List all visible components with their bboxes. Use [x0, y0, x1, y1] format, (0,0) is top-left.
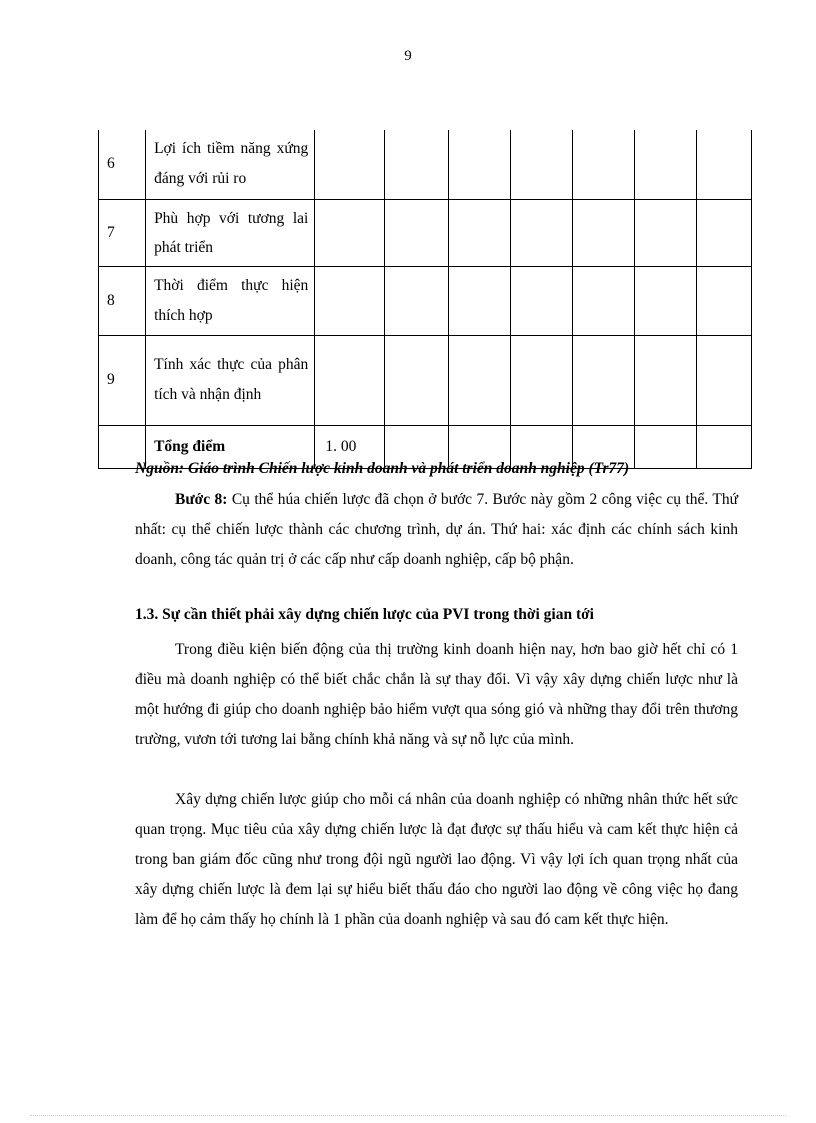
score-cell	[696, 335, 751, 425]
score-cell	[510, 199, 572, 266]
total-label: Tổng điểm	[146, 425, 315, 468]
table-row	[99, 130, 752, 199]
score-cell	[696, 425, 751, 468]
score-cell	[696, 199, 751, 266]
score-cell	[696, 266, 751, 335]
row-number: 7	[99, 199, 146, 266]
step8-text: Cụ thể húa chiến lược đã chọn ở bước 7. Bước này gồm 2 công việc cụ thể. Thứ nhất: cụ thể chiến lược thành các chương trình, dự án. Thứ hai: xác định các chính sách kinh doanh, công tác quản trị ở các cấp như cấp doanh nghiệp, cấp bộ phận.	[135, 491, 739, 568]
score-cell	[634, 425, 696, 468]
score-cell	[315, 266, 385, 335]
score-cell	[510, 130, 572, 199]
score-cell	[448, 266, 510, 335]
table-row	[99, 199, 752, 266]
row-number: 8	[99, 266, 146, 335]
row-number: 6	[99, 130, 146, 199]
row-criterion: Tính xác thực của phân tích và nhận định	[146, 335, 315, 425]
row-number: 9	[99, 335, 146, 425]
evaluation-table	[98, 130, 752, 469]
table-row	[99, 266, 752, 335]
table-row	[99, 335, 752, 425]
score-cell	[448, 199, 510, 266]
row-criterion: Thời điểm thực hiện thích hợp	[146, 266, 315, 335]
score-cell	[510, 266, 572, 335]
step8-paragraph	[135, 485, 738, 575]
page-number: 9	[404, 48, 412, 64]
section-heading: 1.3. Sự cần thiết phải xây dựng chiến lược của PVI trong thời gian tới	[135, 606, 594, 623]
score-cell	[634, 199, 696, 266]
score-cell	[572, 130, 634, 199]
score-cell	[696, 130, 751, 199]
score-cell	[448, 335, 510, 425]
score-cell	[385, 199, 448, 266]
page-bottom-rule	[30, 1115, 786, 1116]
paragraph-2: Xây dựng chiến lược giúp cho mỗi cá nhân của doanh nghiệp có những nhân thức hết sức quan trọng. Mục tiêu của xây dựng chiến lược là đạt được sự thấu hiểu và cam kết thực hiện cả trong ban giám đốc cũng như trong đội ngũ người lao động. Vì vậy lợi ích quan trọng nhất của xây dựng chiến lược là đem lại sự hiểu biết thấu đáo cho người lao động về công việc họ đang làm để họ cảm thấy họ chính là 1 phần của doanh nghiệp và sau đó cam kết thực hiện.	[135, 791, 738, 928]
score-cell	[510, 335, 572, 425]
score-cell	[572, 266, 634, 335]
score-cell	[634, 266, 696, 335]
score-cell	[572, 199, 634, 266]
score-cell	[385, 335, 448, 425]
score-cell	[634, 335, 696, 425]
score-cell	[385, 130, 448, 199]
total-value: 1. 00	[315, 425, 385, 468]
row-criterion: Phù hợp với tương lai phát triển	[146, 199, 315, 266]
score-cell	[448, 130, 510, 199]
score-cell	[315, 335, 385, 425]
score-cell	[634, 130, 696, 199]
score-cell	[385, 266, 448, 335]
paragraph-1: Trong điều kiện biến động của thị trường kinh doanh hiện nay, hơn bao giờ hết chỉ có 1 điều mà doanh nghiệp có thể biết chắc chắn là sự thay đổi. Vì vậy xây dựng chiến lược như là một hướng đi giúp cho doanh nghiệp bảo hiểm vượt qua sóng gió và những thay đổi trên thương trường, vươn tới tương lai bằng chính khả năng và sự nỗ lực của mình.	[135, 641, 738, 748]
row-criterion: Lợi ích tiềm năng xứng đáng với rủi ro	[146, 130, 315, 199]
step8-label: Bước 8:	[175, 491, 228, 508]
score-cell	[315, 199, 385, 266]
table-source: Nguồn: Giáo trình Chiến lược kinh doanh và phát triển doanh nghiệp (Tr77)	[135, 460, 630, 477]
score-cell	[572, 335, 634, 425]
score-cell	[315, 130, 385, 199]
